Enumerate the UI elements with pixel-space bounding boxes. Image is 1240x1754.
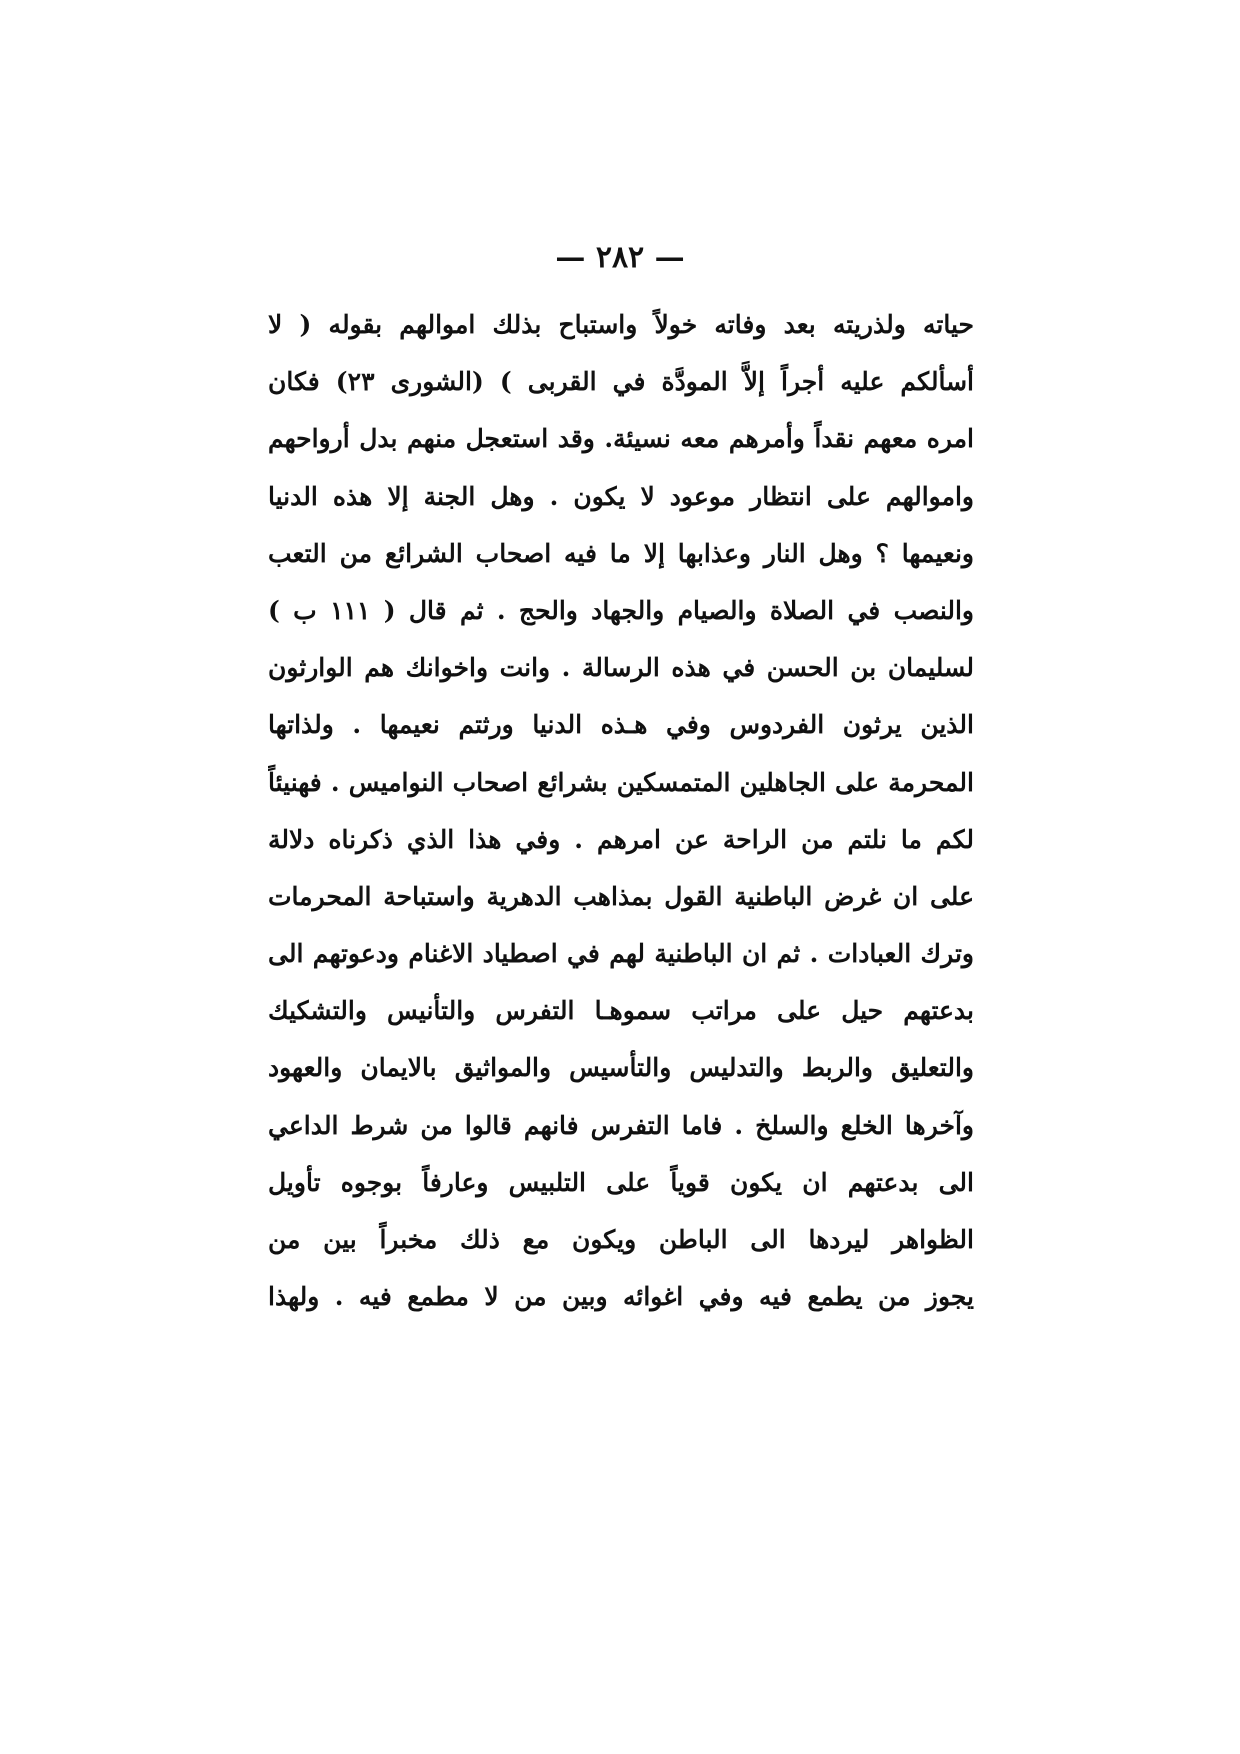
text-line: لكم ما نلتم من الراحة عن امرهم . وفي هذا الذي ذكرناه دلالة <box>268 824 974 854</box>
text-line: والنصب في الصلاة والصيام والجهاد والحج . ثم قال ( ١١١ ب ) <box>268 595 974 625</box>
text-line: على ان غرض الباطنية القول بمذاهب الدهرية واستباحة المحرمات <box>268 881 974 911</box>
text-line: حياته ولذريته بعد وفاته خولاً واستباح بذلك اموالهم بقوله ( لا <box>268 310 974 339</box>
text-line: واموالهم على انتظار موعود لا يكون . وهل الجنة إلا هذه الدنيا <box>268 481 974 511</box>
text-line: امره معهم نقداً وأمرهم معه نسيئة. وقد استعجل منهم بدل أرواحهم <box>268 424 974 454</box>
text-line: والتعليق والربط والتدليس والتأسيس والمواثيق بالايمان والعهود <box>268 1053 974 1083</box>
text-line: الظواهر ليردها الى الباطن ويكون مع ذلك مخبراً بين من <box>268 1225 974 1254</box>
text-line: ونعيمها ؟ وهل النار وعذابها إلا ما فيه اصحاب الشرائع من التعب <box>268 538 974 568</box>
text-line: الذين يرثون الفردوس وفي هـذه الدنيا ورثتم نعيمها . ولذاتها <box>268 710 974 740</box>
text-line: وترك العبادات . ثم ان الباطنية لهم في اصطياد الاغنام ودعوتهم الى <box>268 939 974 969</box>
text-line: وآخرها الخلع والسلخ . فاما التفرس فانهم قالوا من شرط الداعي <box>268 1110 974 1140</box>
text-line: لسليمان بن الحسن في هذه الرسالة . وانت واخوانك هم الوارثون <box>268 653 974 683</box>
text-line: الى بدعتهم ان يكون قوياً على التلبيس وعارفاً بوجوه تأويل <box>268 1167 974 1197</box>
text-line: يجوز من يطمع فيه وفي اغوائه وبين من لا مطمع فيه . ولهذا <box>268 1282 974 1312</box>
text-line: بدعتهم حيل على مراتب سموهـا التفرس والتأنيس والتشكيك <box>268 996 974 1026</box>
text-line: أسألكم عليه أجراً إلاَّ المودَّة في القربى ) (الشورى ٢٣) فكان <box>268 367 974 397</box>
text-line: المحرمة على الجاهلين المتمسكين بشرائع اصحاب النواميس . فهنيئاً <box>268 767 974 797</box>
text-block <box>268 296 974 1325</box>
page-number: — ٢٨٢ — <box>555 240 685 275</box>
